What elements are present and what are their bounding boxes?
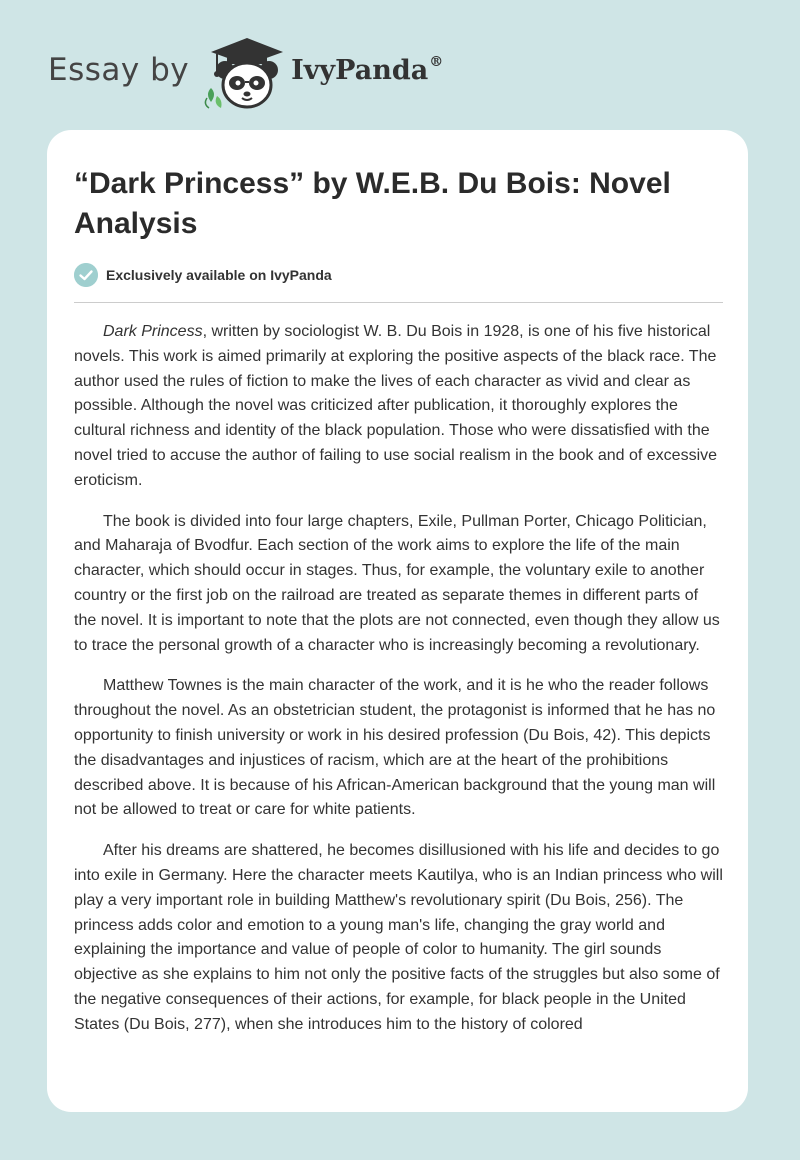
essay-by-label: Essay by (48, 52, 190, 88)
check-circle-icon (74, 263, 98, 287)
essay-card (47, 130, 748, 1112)
site-header (48, 30, 443, 110)
essay-title: “Dark Princess” by W.E.B. Du Bois: Novel Analysis (74, 167, 671, 240)
essay-body (74, 320, 724, 1054)
divider (74, 302, 723, 303)
panda-mascot-icon (203, 30, 285, 110)
paragraph-1-text: , written by sociologist W. B. Du Bois in 1928, is one of his five historical novels. This work is aimed primarily at exploring the positive aspects of the black race. The author used the rules of fiction to make the lives of each character as vivid and clear as possible. Although the novel was criticized after publication, it thoroughly explores the cultural richness and identity of the black population. Those who were dissatisfied with the novel tried to accuse the author of failing to use social realism in the book and of excessive eroticism. (74, 323, 718, 489)
paragraph-3: Matthew Townes is the main character of the work, and it is he who the reader follows throughout the novel. As an obstetrician student, the protagonist is informed that he has no opportunity to finish university or work in his desired profession (Du Bois, 42). This depicts the disadvantages and injustices of racism, which are at the heart of the prohibitions described above. It is because of his African-American background that the young man will not be allowed to treat or care for white patients. (74, 677, 716, 819)
paragraph-1 (74, 320, 724, 494)
brand-name (291, 55, 443, 86)
registered-mark: ® (429, 53, 444, 70)
paragraph-4: After his dreams are shattered, he becomes disillusioned with his life and decides to go into exile in Germany. Here the character meets Kautilya, who is an Indian princess who will play a very important role in building Matthew's revolutionary spirit (Du Bois, 256). The princess adds color and emotion to a young man's life, changing the gray world and explaining the importance and value of people of color to humanity. The girl sounds objective as she explains to him not only the positive facts of the struggles but also some of the negative consequences of their actions, for example, for black people in the United States (Du Bois, 277), when she introduces him to the history of colored (74, 842, 723, 1033)
exclusive-badge (74, 263, 332, 287)
brand-text: IvyPanda (291, 54, 429, 86)
paragraph-2: The book is divided into four large chapters, Exile, Pullman Porter, Chicago Politician, and Maharaja of Bvodfur. Each section of the work aims to explore the life of the main character, which should occur in stages. Thus, for example, the voluntary exile to another country or the first job on the railroad are treated as separate themes in different parts of the novel. It is important to note that the plots are not connected, even though they allow us to trace the personal growth of a character who is increasingly becoming a revolutionary. (74, 512, 720, 654)
exclusive-badge-label: Exclusively available on IvyPanda (106, 267, 332, 283)
book-title-italic: Dark Princess (103, 323, 203, 340)
